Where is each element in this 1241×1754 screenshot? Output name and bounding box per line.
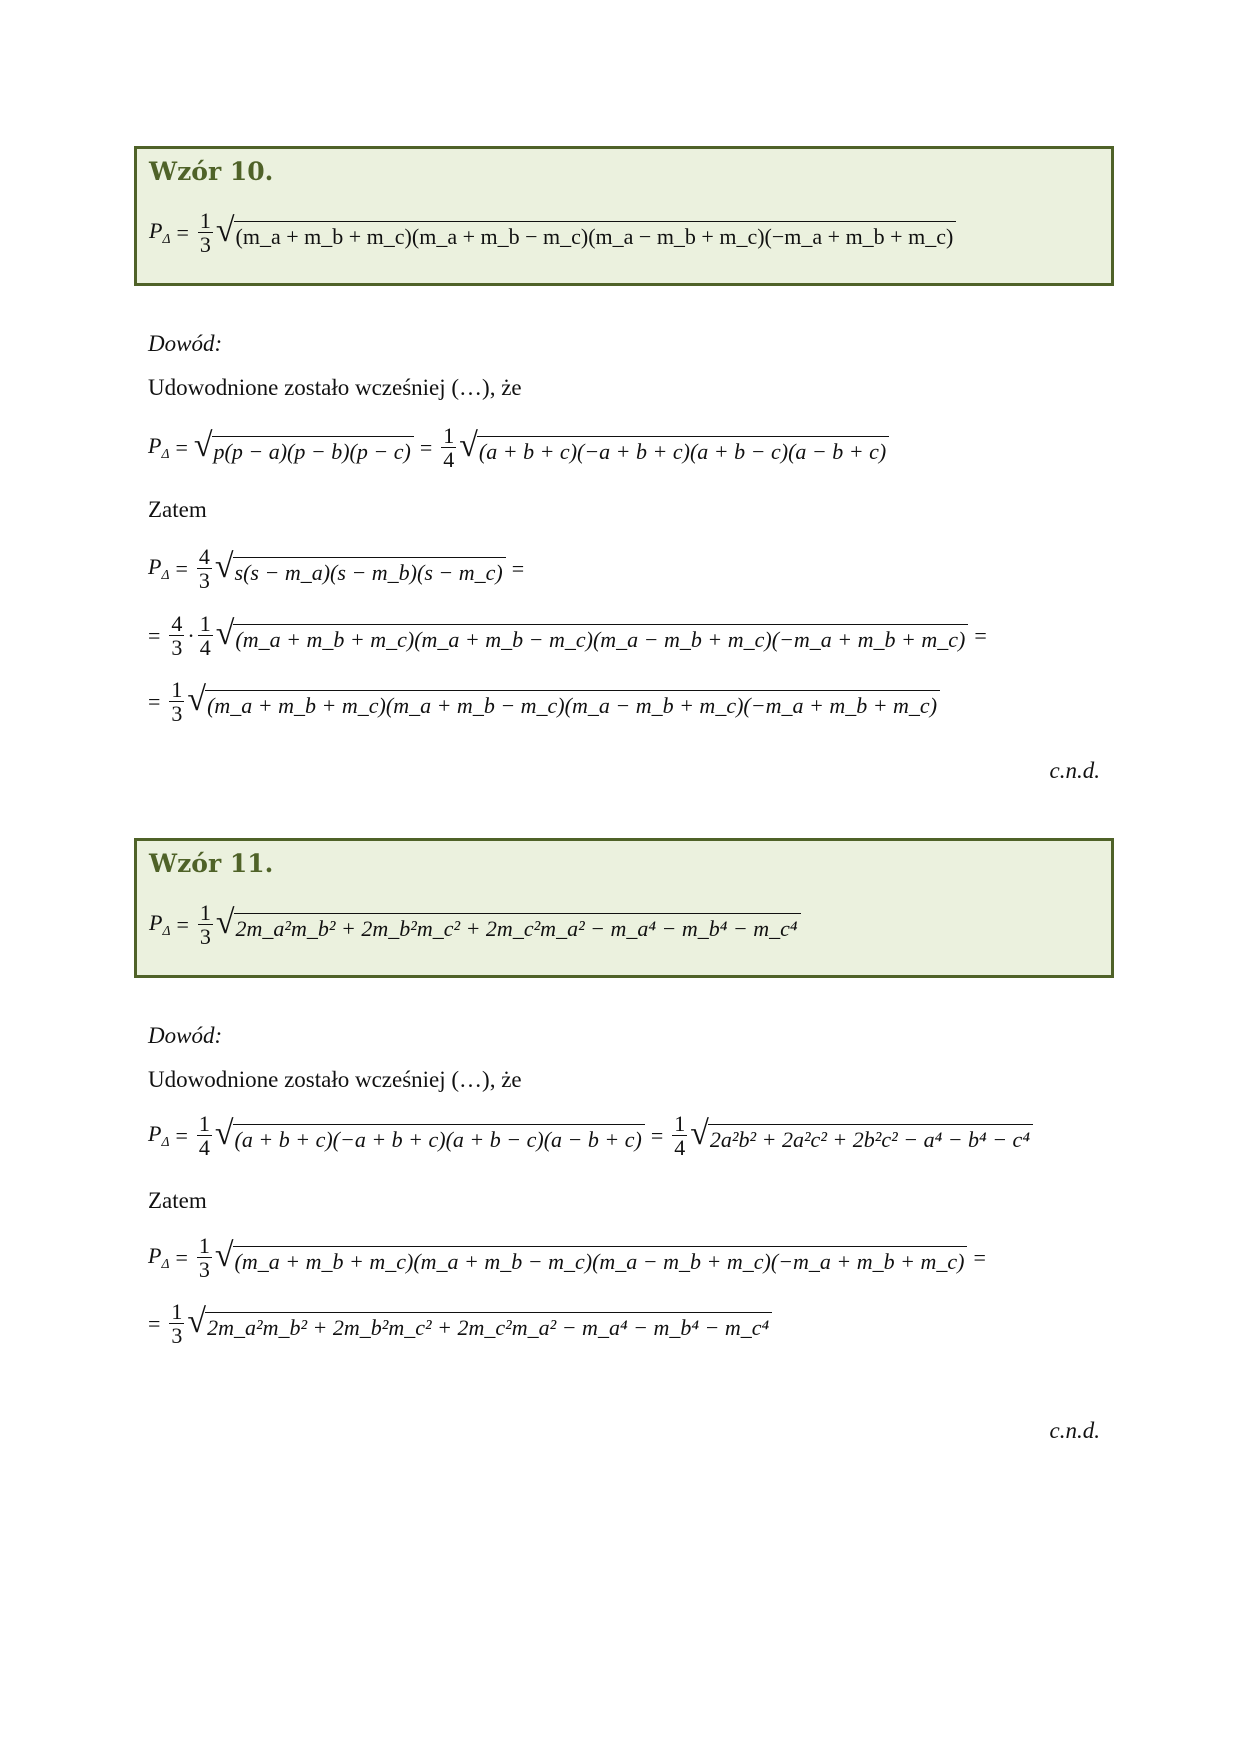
qed-mark: c.n.d.: [1049, 758, 1100, 783]
proof-equation-1: $P_\Delta$ = √ p(p − a)(p − b)(p − c) = $\frac{1}{4}$ √ (a + b + c)(−a + b + c)(a + b − c)(a − b + c): [148, 424, 889, 471]
fraction: $\frac{1}{4}$: [198, 1111, 210, 1161]
square-root: √ 2a²b² + 2a²c² + 2b²c² − a⁴ − b⁴ − c⁴: [690, 1118, 1033, 1153]
step-1: $P_\Delta$ = $\frac{4}{3}$ √ s(s − m_a)(s − m_b)(s − m_c) =: [148, 544, 525, 594]
square-root: √ (a + b + c)(−a + b + c)(a + b − c)(a − b + c): [215, 1118, 645, 1153]
square-root: √ s(s − m_a)(s − m_b)(s − m_c): [215, 551, 506, 586]
fraction: $\frac{4}{3}$: [198, 544, 210, 594]
square-root: √ (m_a + m_b + m_c)(m_a + m_b − m_c)(m_a − m_b + m_c)(−m_a + m_b + m_c): [216, 618, 969, 653]
fraction: $\frac{1}{3}$: [198, 1233, 210, 1283]
fraction: $\frac{1}{4}$: [674, 1111, 686, 1161]
square-root: √ (a + b + c)(−a + b + c)(a + b − c)(a − b + c): [459, 430, 889, 465]
step-1: $P_\Delta$ = $\frac{1}{3}$ √ (m_a + m_b + m_c)(m_a + m_b − m_c)(m_a − m_b + m_c)(−m_a + m_b + m_c) =: [148, 1233, 986, 1283]
proof-label: Dowód:: [148, 1023, 223, 1048]
formula-10: $P_\Delta$ = $\frac{1}{3}$ √ (m_a + m_b + m_c)(m_a + m_b − m_c)(m_a − m_b + m_c)(−m_a + m_b + m_c): [149, 209, 956, 256]
formula-title: Wzór 10.: [149, 157, 274, 186]
radicand: (m_a + m_b + m_c)(m_a + m_b − m_c)(m_a − m_b + m_c)(−m_a + m_b + m_c): [234, 221, 957, 250]
square-root: √ (m_a + m_b + m_c)(m_a + m_b − m_c)(m_a − m_b + m_c)(−m_a + m_b + m_c): [215, 1240, 968, 1275]
qed-mark: c.n.d.: [1049, 1418, 1100, 1443]
proof-intro: Udowodnione zostało wcześniej (…), że: [148, 1067, 522, 1092]
fraction: $\frac{1}{3}$: [171, 677, 183, 727]
square-root: √ (m_a + m_b + m_c)(m_a + m_b − m_c)(m_a − m_b + m_c)(−m_a + m_b + m_c): [187, 684, 940, 719]
fraction: $\frac{1}{3}$: [199, 208, 211, 258]
formula-box-11: [134, 838, 1114, 978]
formula-box-10: [134, 146, 1114, 286]
square-root: √ 2m_a²m_b² + 2m_b²m_c² + 2m_c²m_a² − m_a⁴ − m_b⁴ − m_c⁴: [216, 907, 801, 942]
proof-equation-2: $P_\Delta$ = $\frac{1}{4}$ √ (a + b + c)(−a + b + c)(a + b − c)(a − b + c) = $\frac{1}{4}$ √ 2a²b² + 2a²c² + 2b²c² − a⁴ − b⁴ − c⁴: [148, 1112, 1033, 1159]
proof-label: Dowód:: [148, 331, 223, 356]
fraction: $\frac{1}{4}$: [443, 423, 455, 473]
fraction: $\frac{1}{3}$: [199, 900, 211, 950]
fraction: $\frac{4}{3}$: [171, 611, 183, 661]
formula-title: Wzór 11.: [149, 849, 274, 878]
step-2: = $\frac{4}{3}$ · $\frac{1}{4}$ √ (m_a + m_b + m_c)(m_a + m_b − m_c)(m_a − m_b + m_c)(−m_a + m_b + m_c) =: [148, 611, 987, 661]
square-root: √ p(p − a)(p − b)(p − c): [194, 430, 414, 465]
area-symbol: $P_\Delta$: [149, 218, 171, 246]
square-root: √ (m_a + m_b + m_c)(m_a + m_b − m_c)(m_a − m_b + m_c)(−m_a + m_b + m_c): [216, 215, 956, 250]
square-root: √ 2m_a²m_b² + 2m_b²m_c² + 2m_c²m_a² − m_a⁴ − m_b⁴ − m_c⁴: [187, 1306, 772, 1341]
step-3: = $\frac{1}{3}$ √ (m_a + m_b + m_c)(m_a + m_b − m_c)(m_a − m_b + m_c)(−m_a + m_b + m_c): [148, 678, 940, 725]
proof-intro: Udowodnione zostało wcześniej (…), że: [148, 375, 522, 400]
fraction: $\frac{1}{4}$: [199, 611, 211, 661]
zatem-label: Zatem: [148, 497, 207, 522]
step-2: = $\frac{1}{3}$ √ 2m_a²m_b² + 2m_b²m_c² + 2m_c²m_a² − m_a⁴ − m_b⁴ − m_c⁴: [148, 1300, 772, 1347]
fraction: $\frac{1}{3}$: [171, 1299, 183, 1349]
formula-11: $P_\Delta$ = $\frac{1}{3}$ √ 2m_a²m_b² + 2m_b²m_c² + 2m_c²m_a² − m_a⁴ − m_b⁴ − m_c⁴: [149, 901, 801, 948]
zatem-label: Zatem: [148, 1188, 207, 1213]
